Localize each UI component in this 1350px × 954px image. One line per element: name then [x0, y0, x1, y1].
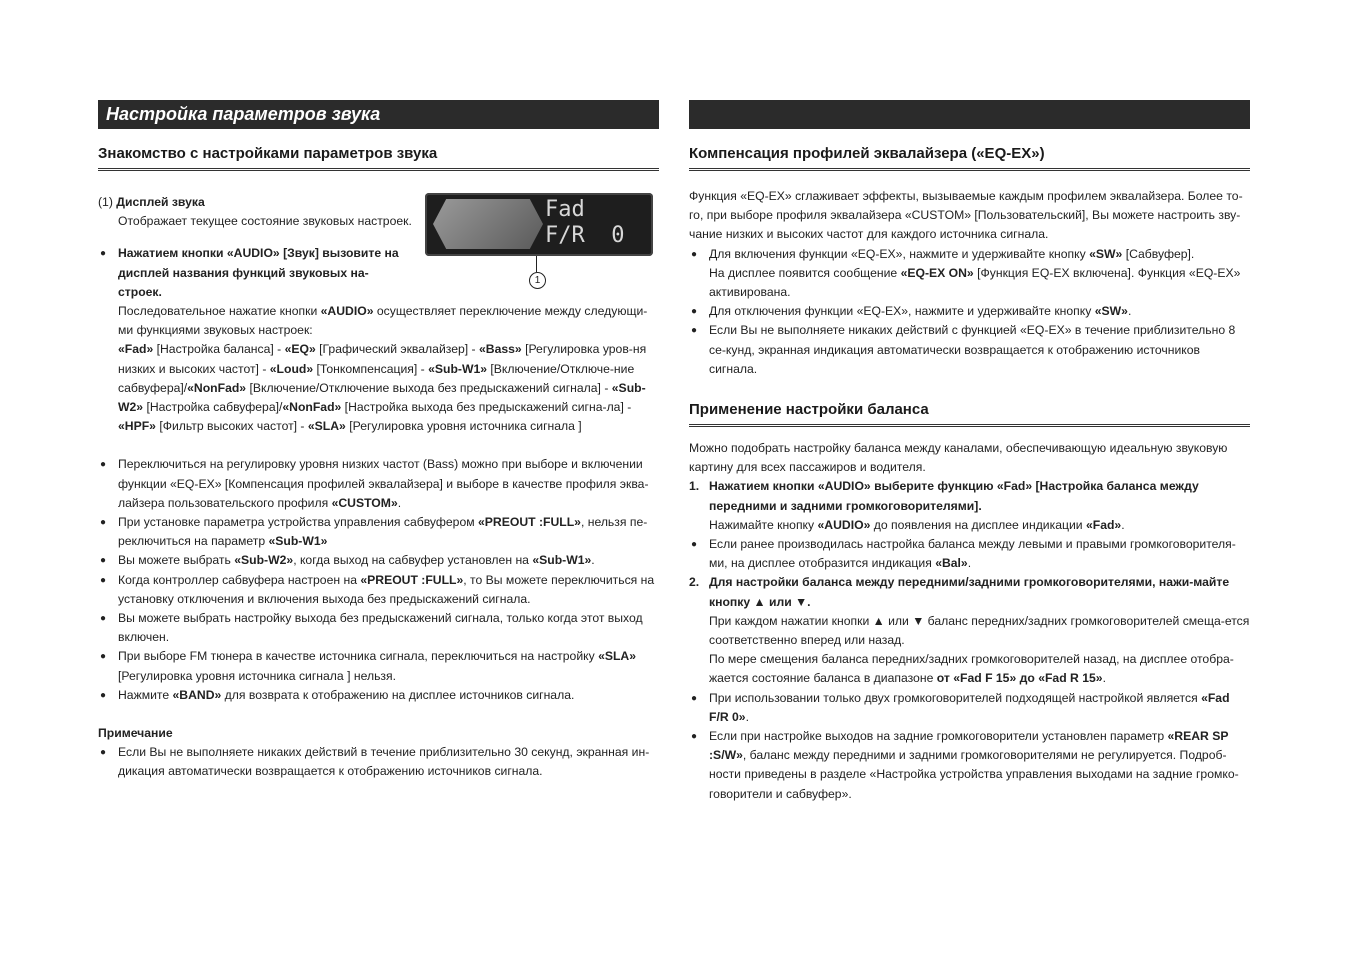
audio-bullet-text: Нажатием кнопки «AUDIO» [Звук] вызовите на дисплей названия функций звуковых на-строек. [118, 246, 399, 299]
list-item: ● При выборе FM тюнера в качестве источника сигнала, переключиться на настройку «SLA» [Регулировка уровня источника сигнала ] нельзя. [98, 647, 659, 685]
note [98, 724, 659, 782]
right-column [689, 100, 1250, 804]
display-line-1: Fad [545, 197, 585, 222]
audio-bullet [98, 244, 410, 302]
step-2-title: Для настройки баланса между передними/задними громкоговорителями, нажи-майте кнопку ▲ или ▼. [709, 575, 1230, 609]
list-item: ● Переключиться на регулировку уровня низких частот (Bass) можно при выборе и включении функции «EQ-EX» [Компенсация профилей эквалайзера] и выборе в качестве профиля эква-лайзера пользовательского профиля «CUSTOM». [98, 455, 659, 513]
note-title: Примечание [98, 726, 173, 741]
display-item-num: (1) [98, 195, 113, 209]
list-item: ● Если при настройке выходов на задние громкоговорители установлен параметр «REAR SP :S/W», баланс между передними и задними громкоговорителями не регулируется. Подроб-ности приведены в разделе «Настройка устройства управления выходами на задние громко-говорители и сабвуфер». [689, 727, 1250, 804]
list-item: ● Когда контроллер сабвуфера настроен на «PREOUT :FULL», то Вы можете переключиться на установку отключения и включения выхода без предыскажений сигнала. [98, 571, 659, 609]
display-item-title: Дисплей звука [116, 195, 205, 209]
list-item: ● При установке параметра устройства управления сабвуфером «PREOUT :FULL», нельзя пе-реключиться на параметр «Sub-W1» [98, 513, 659, 551]
eq-intro: Функция «EQ-EX» сглаживает эффекты, вызываемые каждым профилем эквалайзера. Более то-го, при выборе профиля эквалайзера «CUSTOM» [Пользовательский], Вы можете настроить зву-чание низких и высоких частот для каждого источника сигнала. [689, 189, 1243, 242]
display-readout [545, 197, 624, 249]
fader-pad-icon [433, 199, 543, 249]
display-item [98, 193, 413, 231]
heading-intro: Знакомство с настройками параметров звука [98, 145, 659, 171]
callout-number: 1 [529, 272, 546, 289]
list-item: ● Вы можете выбрать настройку выхода без предыскажений сигнала, только когда этот выход включен. [98, 609, 659, 647]
step-1-number: 1. [689, 479, 700, 494]
list-item: ● Для отключения функции «EQ-EX», нажмите и удерживайте кнопку «SW». [689, 302, 1250, 321]
step-2-text: При каждом нажатии кнопки ▲ или ▼ баланс передних/задних громкоговорителей смеща-ется соответственно вперед или назад. По мере смещения баланса передних/задних громкоговорителей назад, на дисплее отобра-жается состояние баланса в диапазоне от «Fad F 15» до «Fad R 15». [709, 613, 1250, 686]
balance-intro: Можно подобрать настройку баланса между каналами, обеспечивающую идеальную звуковую картину для всех пассажиров и водителя. [689, 441, 1228, 475]
step-1-bullet: ● Если ранее производилась настройка баланса между левыми и правыми громкоговорителя-ми, на дисплее отобразится индикация «Bal». [689, 535, 1250, 573]
list-item: ● Нажмите «BAND» для возврата к отображению на дисплее источников сигнала. [98, 686, 659, 705]
eq-bullets [689, 245, 1250, 379]
display-line-2: F/R 0 [545, 223, 625, 248]
note-text: ● Если Вы не выполняете никаких действий в течение приблизительно 30 секунд, экранная ин-дикация автоматически возвращается к отображению источников сигнала. [98, 743, 659, 781]
step-2 [689, 573, 1250, 611]
audio-functions-para: Последовательное нажатие кнопки «AUDIO» осуществляет переключение между следующи-ми функциями звуковых настроек: «Fad» [Настройка баланса] - «EQ» [Графический эквалайзер] - «Bass» [Регулировка уров-ня низких и высоких частот] - «Loud» [Тонкомпенсация] - «Sub-W1» [Включение/Отключе-ние сабвуфера]/«NonFad» [Включение/Отключение выхода без предыскажений сигнала] - «Sub-W2» [Настройка сабвуфера]/«NonFad» [Настройка выхода без предыскажений сигна-ла] - «HPF» [Фильтр высоких частот] - «SLA» [Регулировка уровня источника сигнала ] [118, 304, 648, 434]
balance-bullets [689, 689, 1250, 804]
step-1-text: Нажимайте кнопку «AUDIO» до появления на дисплее индикации «Fad». [709, 517, 1125, 532]
heading-eq-ex: Компенсация профилей эквалайзера («EQ-EX») [689, 145, 1250, 171]
sound-display-image [425, 193, 653, 256]
list-item: ● Для включения функции «EQ-EX», нажмите и удерживайте кнопку «SW» [Сабвуфер]. На дисплее появится сообщение «EQ-EX ON» [Функция EQ-EX включена]. Функция «EQ-EX» активирована. [689, 245, 1250, 303]
step-2-number: 2. [689, 575, 700, 590]
heading-balance: Применение настройки баланса [689, 401, 1250, 427]
list-item: ● Если Вы не выполняете никаких действий с функцией «EQ-EX» в течение приблизительно 8 се-кунд, экранная индикация автоматически возвращается к отображению источников сигнала. [689, 321, 1250, 379]
section-title-bar: Настройка параметров звука [98, 100, 659, 129]
callout-line [536, 256, 537, 272]
section-bar-empty [689, 100, 1250, 129]
list-item: ● При использовании только двух громкоговорителей подходящей настройкой является «Fad F/R 0». [689, 689, 1250, 727]
display-item-desc: Отображает текущее состояние звуковых настроек. [118, 214, 412, 229]
left-bullets [98, 455, 659, 705]
step-1-title: Нажатием кнопки «AUDIO» выберите функцию «Fad» [Настройка баланса между передними и задними громкоговорителями]. [709, 479, 1199, 513]
list-item: ● Вы можете выбрать «Sub-W2», когда выход на сабвуфер установлен на «Sub-W1». [98, 551, 659, 570]
step-1 [689, 477, 1250, 515]
